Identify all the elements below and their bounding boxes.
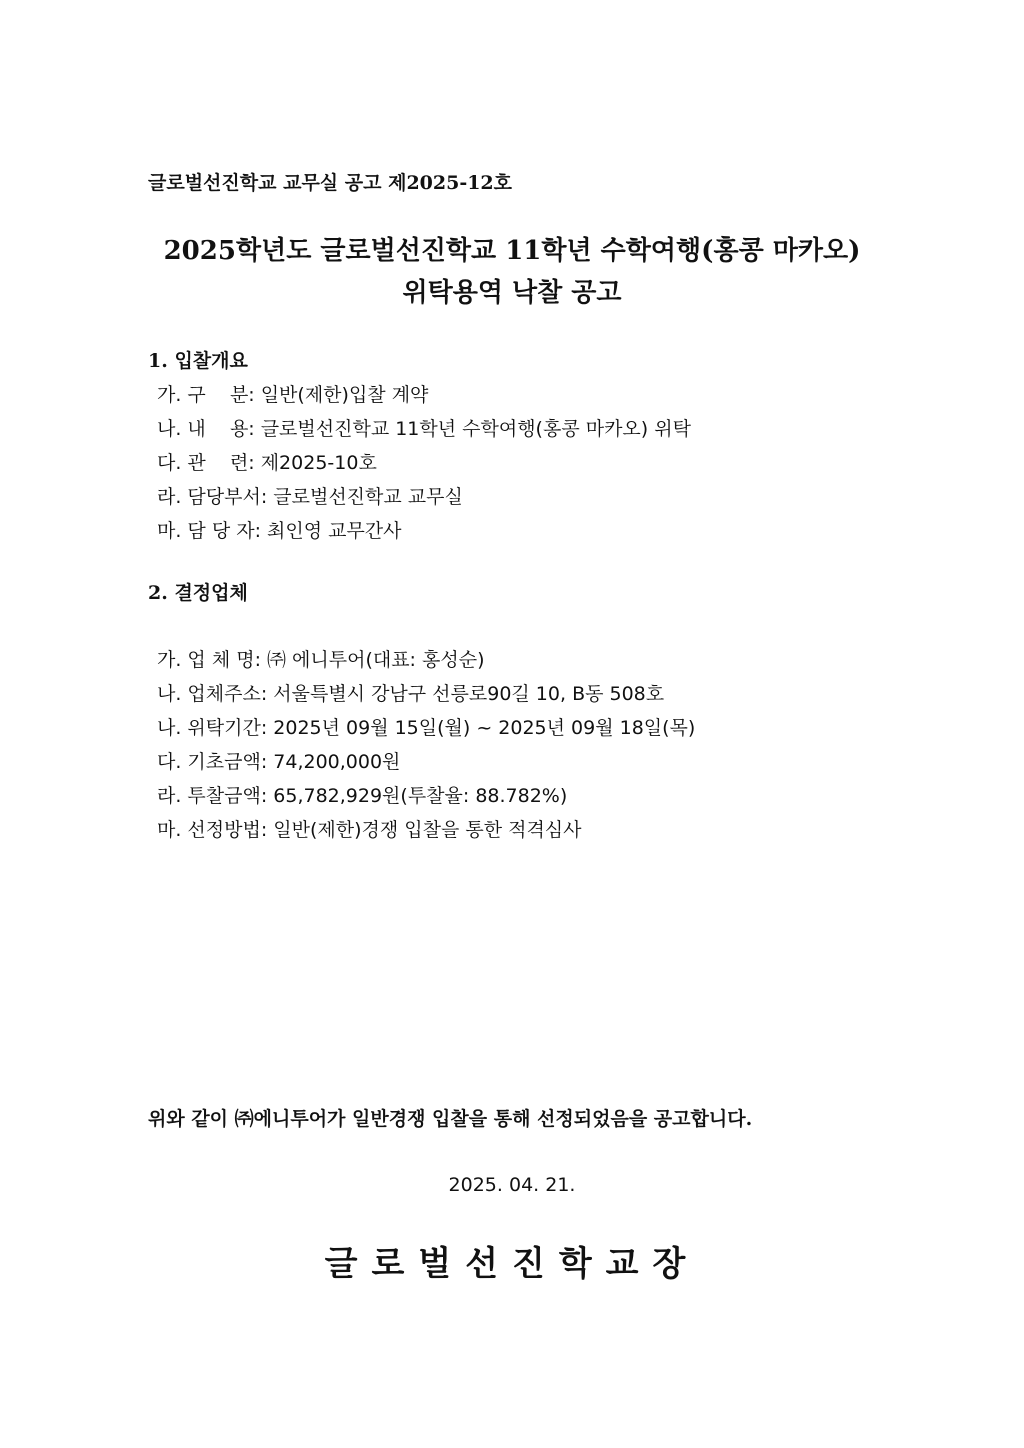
row-label: 가. 구 분: <box>157 384 255 406</box>
row-label: 다. 기초금액: <box>157 751 268 773</box>
row-label: 나. 업체주소: <box>157 683 268 705</box>
row-value: 일반(제한)입찰 계약 <box>260 384 429 406</box>
row-value: 제2025-10호 <box>260 452 377 474</box>
page-title <box>0 230 1024 314</box>
vendor-row-selection-method <box>157 813 908 847</box>
vendor-row-period <box>157 711 908 745</box>
row-value: 74,200,000원 <box>273 751 401 773</box>
row-value: 일반(제한)경쟁 입찰을 통한 적격심사 <box>273 819 582 841</box>
bid-overview-list <box>157 378 908 548</box>
vendor-row-name <box>157 643 908 677</box>
row-value: 최인영 교무간사 <box>266 520 402 542</box>
row-value: ㈜ 에니투어(대표: 홍성순) <box>266 649 485 671</box>
row-value: 서울특별시 강남구 선릉로90길 10, B동 508호 <box>273 683 665 705</box>
vendor-row-bid-amount <box>157 779 908 813</box>
vendor-row-address <box>157 677 908 711</box>
title-line-2: 위탁용역 낙찰 공고 <box>402 278 622 308</box>
row-label: 나. 내 용: <box>157 418 255 440</box>
overview-row-department <box>157 480 908 514</box>
selected-vendor-section <box>148 576 908 847</box>
overview-row-contact <box>157 514 908 548</box>
notice-number: 글로벌선진학교 교무실 공고 제2025-12호 <box>148 172 513 194</box>
overview-row-related <box>157 446 908 480</box>
row-value: 글로벌선진학교 11학년 수학여행(홍콩 마카오) 위탁 <box>260 418 691 440</box>
bid-overview-section <box>148 344 908 548</box>
row-label: 마. 담 당 자: <box>157 520 261 542</box>
row-label: 나. 위탁기간: <box>157 717 268 739</box>
vendor-row-base-amount <box>157 745 908 779</box>
row-value: 2025년 09월 15일(월) ~ 2025년 09월 18일(목) <box>273 717 696 739</box>
row-label: 라. 투찰금액: <box>157 785 268 807</box>
row-value: 65,782,929원(투찰율: 88.782%) <box>273 785 568 807</box>
overview-row-category <box>157 378 908 412</box>
section-heading-bid-overview: 1. 입찰개요 <box>148 350 248 372</box>
row-label: 가. 업 체 명: <box>157 649 261 671</box>
notice-date: 2025. 04. 21. <box>448 1174 576 1196</box>
row-label: 다. 관 련: <box>157 452 255 474</box>
selected-vendor-list <box>157 643 908 847</box>
issuer-name: 글로벌선진학교장 <box>324 1244 700 1284</box>
closing-statement: 위와 같이 ㈜에니투어가 일반경쟁 입찰을 통해 선정되었음을 공고합니다. <box>148 1108 753 1130</box>
title-line-1: 2025학년도 글로벌선진학교 11학년 수학여행(홍콩 마카오) <box>163 236 861 266</box>
row-label: 마. 선정방법: <box>157 819 268 841</box>
row-label: 라. 담당부서: <box>157 486 268 508</box>
section-heading-selected-vendor: 2. 결정업체 <box>148 582 248 604</box>
row-value: 글로벌선진학교 교무실 <box>273 486 463 508</box>
overview-row-content <box>157 412 908 446</box>
